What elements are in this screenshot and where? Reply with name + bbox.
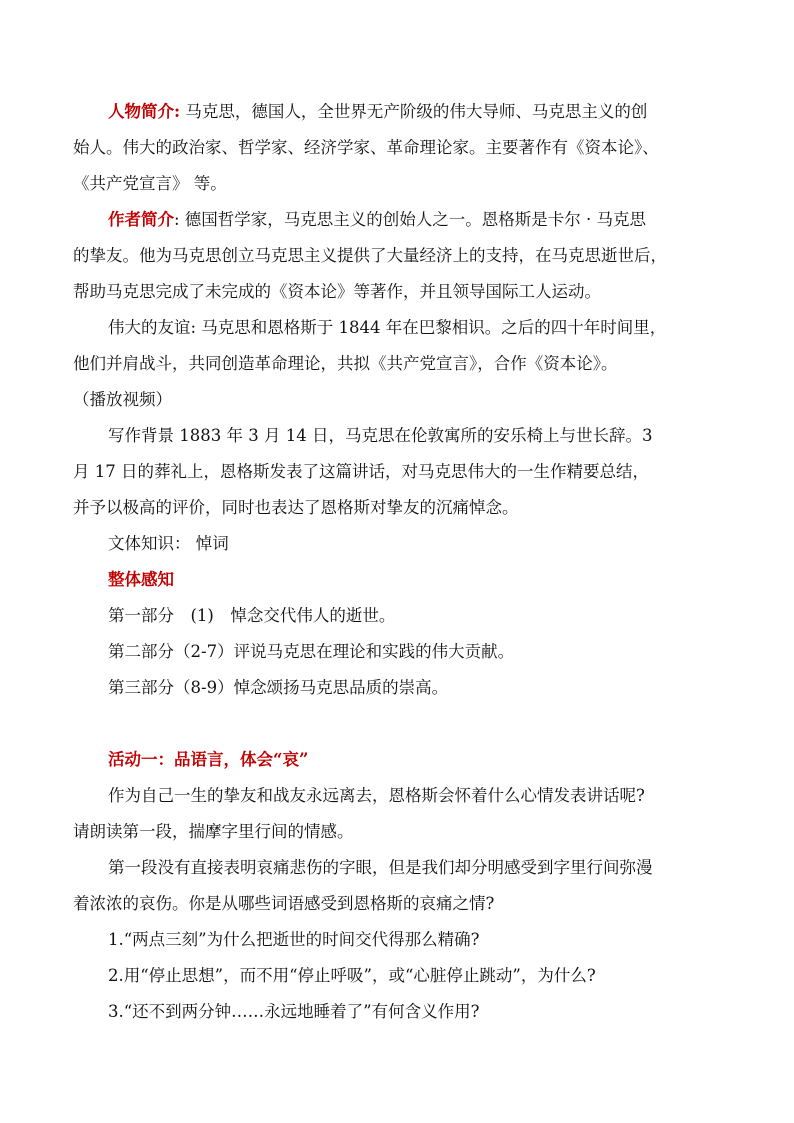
activity-item-2: 2.用“停止思想”，而不用“停止呼吸”，或“心脏停止跳动”，为什么? bbox=[108, 966, 596, 985]
activity-paragraph-line-2: 着浓浓的哀伤。你是从哪些词语感受到恩格斯的哀痛之情? bbox=[73, 894, 495, 913]
overview-part-3: 第三部分（8-9）悼念颂扬马克思品质的崇高。 bbox=[108, 678, 449, 697]
overview-part-2: 第二部分（2-7）评说马克思在理论和实践的伟大贡献。 bbox=[108, 642, 515, 661]
background-line-2: 月 17 日的葬礼上，恩格斯发表了这篇讲话，对马克思伟大的一生作精要总结， bbox=[73, 462, 649, 481]
activity-item-3: 3.“还不到两分钟……永远地睡着了”有何含义作用? bbox=[108, 1002, 480, 1021]
person-intro-line-1 bbox=[108, 101, 754, 123]
overview-heading: 整体感知 bbox=[108, 570, 174, 589]
person-intro-text-1: 马克思，德国人，全世界无产阶级的伟大导师、马克思主义的创 bbox=[180, 102, 648, 121]
background-line-1: 写作背景 1883 年 3 月 14 日，马克思在伦敦寓所的安乐椅上与世长辞。3 bbox=[108, 426, 653, 445]
activity-paragraph-line-1: 第一段没有直接表明哀痛悲伤的字眼，但是我们却分明感受到字里行间弥漫 bbox=[108, 858, 653, 877]
author-intro-line-2: 的挚友。他为马克思创立马克思主义提供了大量经济上的支持，在马克思逝世后， bbox=[73, 246, 667, 265]
person-intro-heading: 人物简介: bbox=[108, 102, 181, 121]
video-note: （播放视频） bbox=[73, 390, 172, 409]
person-intro-line-2: 始人。伟大的政治家、哲学家、经济学家、革命理论家。主要著作有《资本论》、 bbox=[73, 138, 659, 157]
overview-part-1: 第一部分 (1) 悼念交代伟人的逝世。 bbox=[108, 606, 396, 625]
activity-heading: 活动一：品语言，体会“哀” bbox=[108, 750, 309, 769]
background-line-3: 并予以极高的评价，同时也表达了恩格斯对挚友的沉痛悼念。 bbox=[73, 498, 519, 517]
friendship-line-2: 他们并肩战斗，共同创造革命理论，共拟《共产党宣言》，合作《资本论》。 bbox=[73, 354, 618, 373]
activity-question-line-2: 请朗读第一段，揣摩字里行间的情感。 bbox=[73, 822, 354, 841]
person-intro-line-3: 《共产党宣言》 等。 bbox=[73, 174, 227, 193]
activity-question-line-1: 作为自己一生的挚友和战友永远离去，恩格斯会怀着什么心情发表讲话呢? bbox=[108, 786, 645, 805]
activity-item-1: 1.“两点三刻”为什么把逝世的时间交代得那么精确? bbox=[108, 930, 480, 949]
author-intro-line-3: 帮助马克思完成了未完成的《资本论》等著作，并且领导国际工人运动。 bbox=[73, 282, 601, 301]
author-intro-heading: 作者简介 bbox=[108, 210, 174, 229]
friendship-line-1: 伟大的友谊: 马克思和恩格斯于 1844 年在巴黎相识。之后的四十年时间里， bbox=[108, 318, 667, 337]
genre-knowledge: 文体知识： 悼词 bbox=[108, 534, 229, 553]
author-intro-line-1 bbox=[108, 209, 754, 231]
author-intro-text-1: : 德国哲学家，马克思主义的创始人之一。恩格斯是卡尔 · 马克思 bbox=[174, 210, 647, 229]
